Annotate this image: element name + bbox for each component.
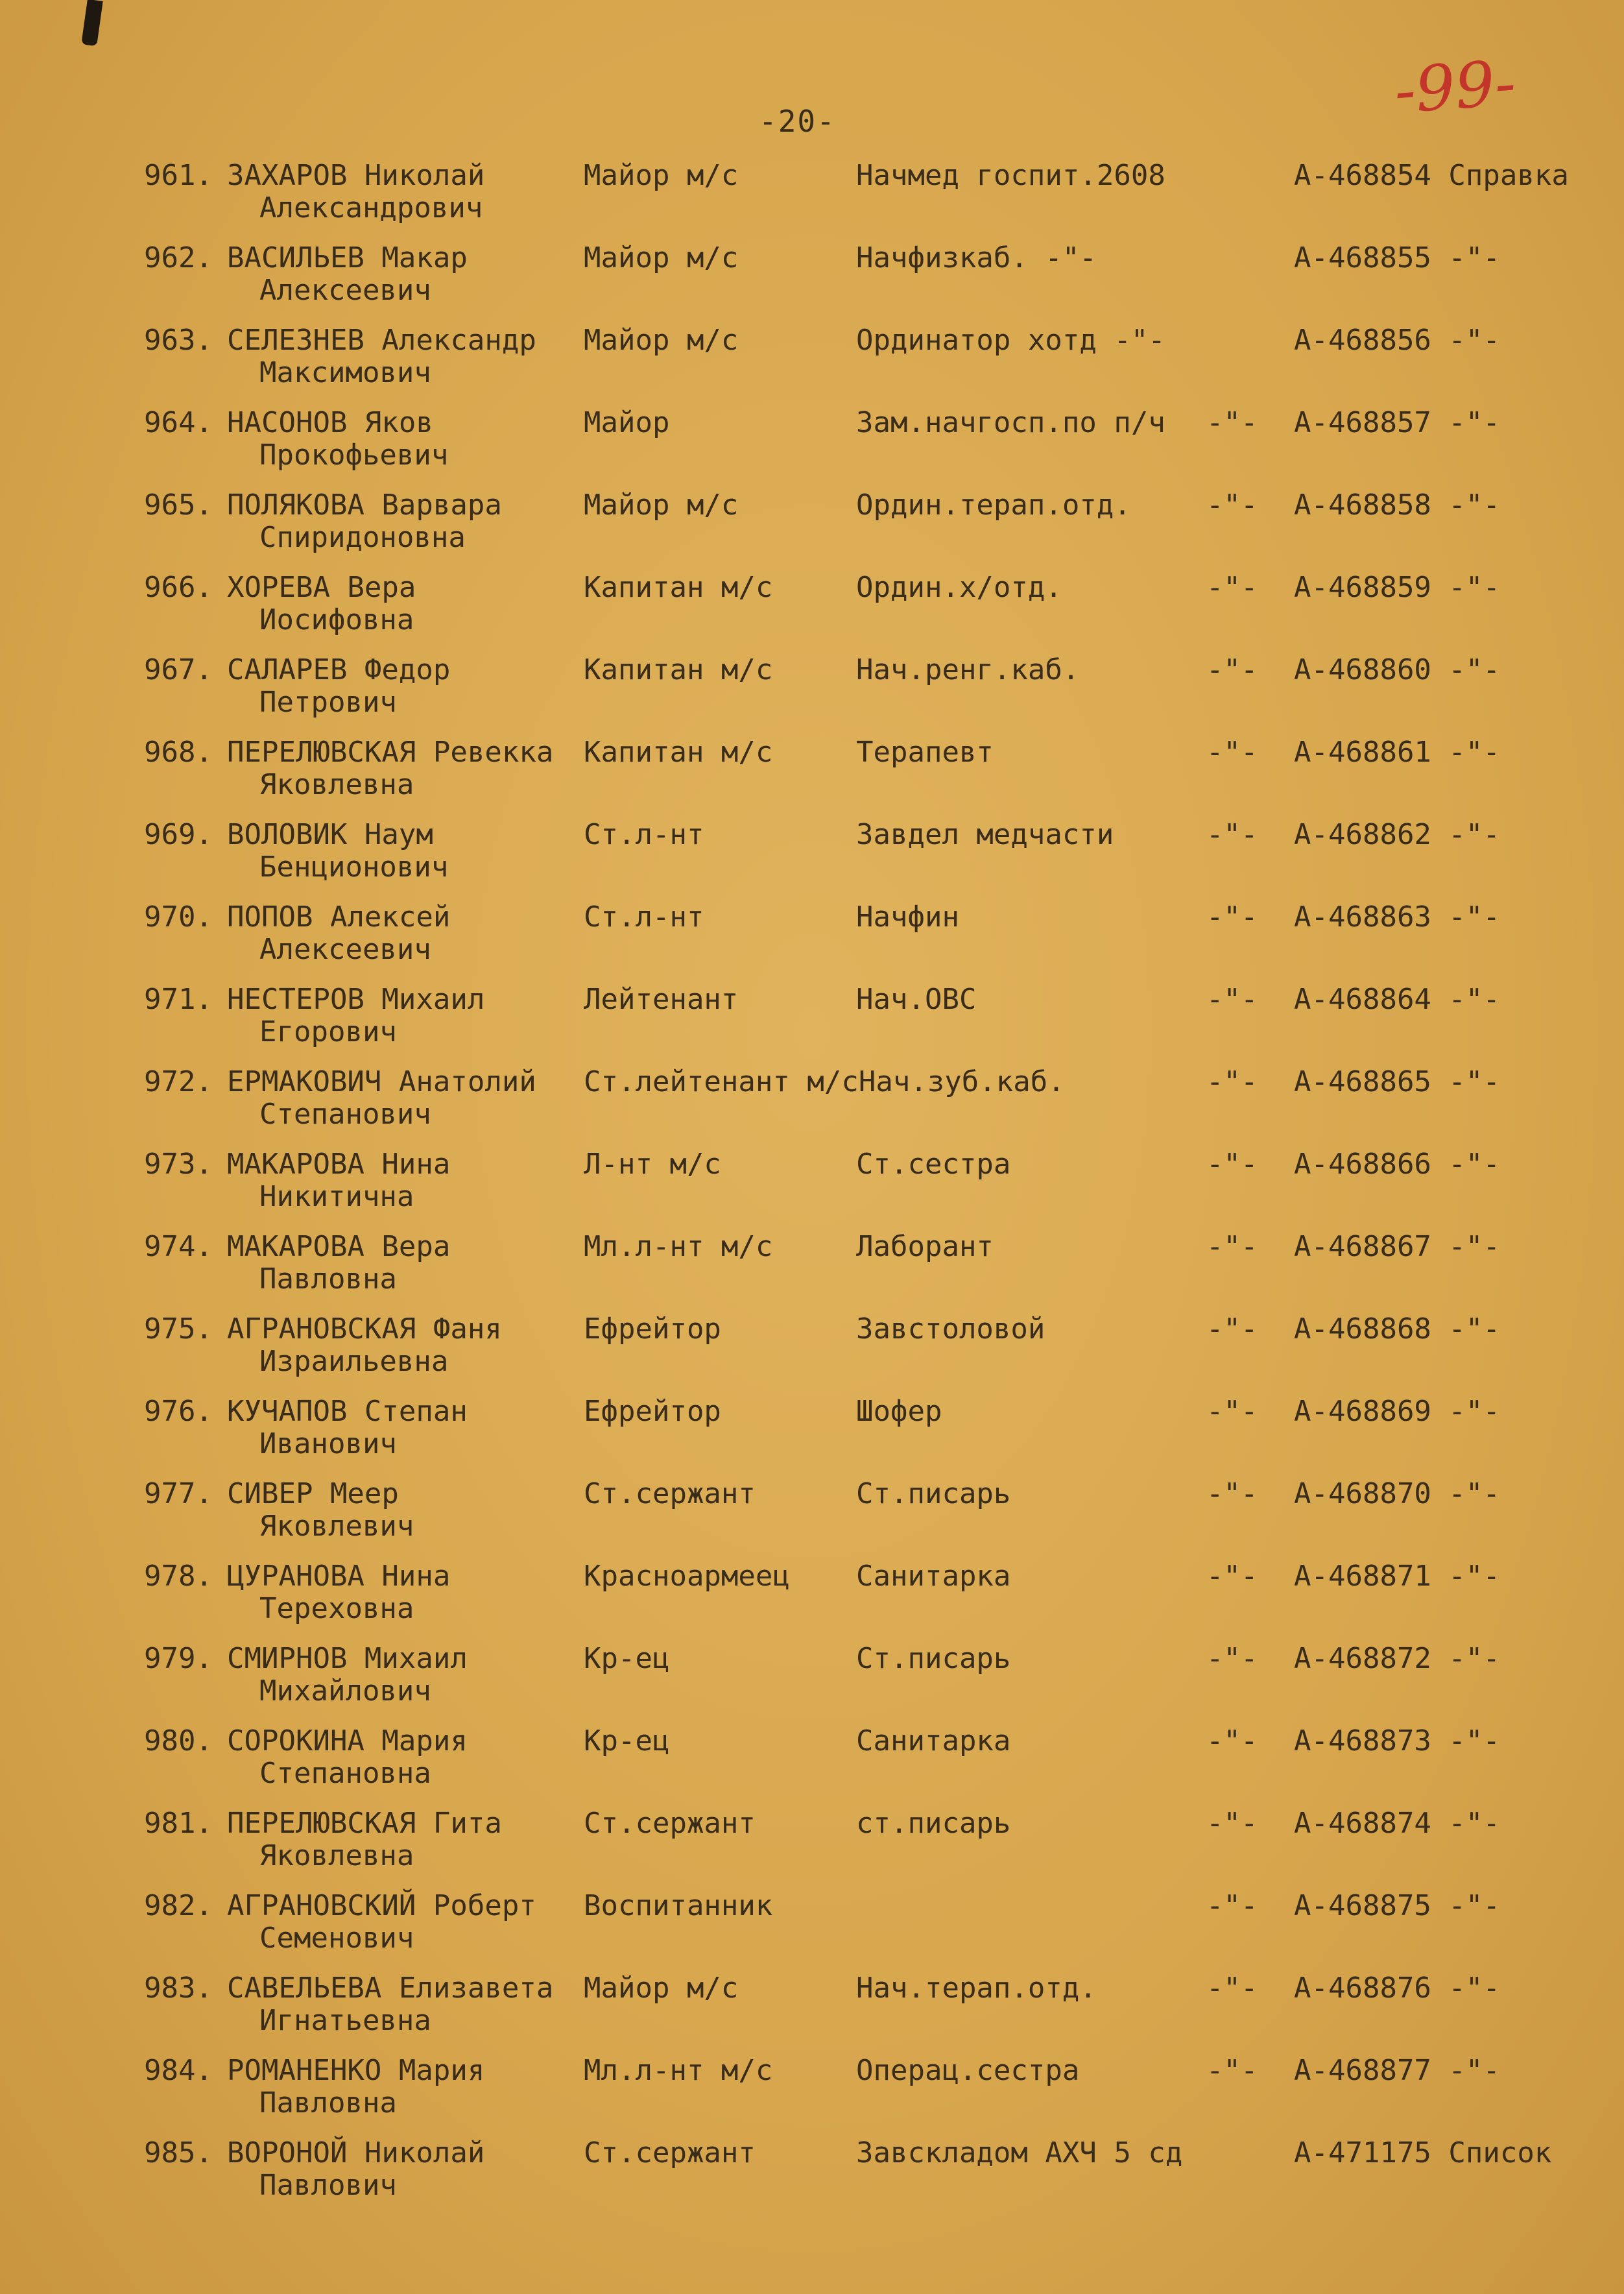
entry-ditto: -"- [1206,1807,1258,1840]
entry-number: 968. [144,736,213,769]
entry-award-number: А-468862 -"- [1294,818,1500,851]
entry-patronymic: Яковлевна [259,768,414,801]
list-entry [0,159,1624,237]
entry-surname-name: МАКАРОВА Вера [227,1230,451,1263]
entry-position: Ординатор хотд -"- [856,324,1165,357]
entry-number: 982. [144,1889,213,1922]
entry-patronymic: Никитична [259,1180,414,1213]
entry-position: Нач.ОВС [856,983,977,1016]
entry-rank: Майор м/с [584,241,739,274]
entry-surname-name: ВОЛОВИК Наум [227,818,433,851]
entry-award-number: А-468864 -"- [1294,983,1500,1016]
entry-position: Завстоловой [856,1312,1045,1346]
entry-number: 971. [144,983,213,1016]
entry-award-number: А-468872 -"- [1294,1642,1500,1675]
list-entry [0,1477,1624,1555]
entry-patronymic: Иосифовна [259,603,414,636]
entry-ditto: -"- [1206,406,1258,439]
entry-ditto: -"- [1206,1477,1258,1510]
entry-surname-name: ВАСИЛЬЕВ Макар [227,241,468,274]
entry-ditto: -"- [1206,1230,1258,1263]
entry-surname-name: СЕЛЕЗНЕВ Александр [227,324,536,357]
entry-award-number: А-468877 -"- [1294,2054,1500,2087]
entry-patronymic: Павловна [259,1262,397,1296]
entry-award-number: А-468870 -"- [1294,1477,1500,1510]
list-entry [0,241,1624,319]
list-entry [0,406,1624,484]
entry-number: 972. [144,1065,213,1098]
entry-rank: Ст.л-нт [584,818,704,851]
entry-award-number: А-468865 -"- [1294,1065,1500,1098]
entry-surname-name: НЕСТЕРОВ Михаил [227,983,485,1016]
entry-award-number: А-471175 Список [1294,2136,1552,2169]
entry-award-number: А-468874 -"- [1294,1807,1500,1840]
entry-patronymic: Прокофьевич [259,439,449,472]
entry-rank: Капитан м/с [584,571,773,604]
entry-patronymic: Алексеевич [259,933,431,966]
entry-surname-name: ЦУРАНОВА Нина [227,1560,451,1593]
entry-position: Ордин.терап.отд. [856,489,1131,522]
entry-patronymic: Павлович [259,2169,397,2202]
entry-ditto: -"- [1206,1972,1258,2005]
entry-ditto: -"- [1206,983,1258,1016]
entry-rank: Ст.лейтенант м/сНач.зуб.каб. [584,1065,1065,1098]
entry-patronymic: Израильевна [259,1345,449,1378]
entry-patronymic: Егорович [259,1015,397,1048]
entry-rank: Майор м/с [584,159,739,192]
entry-position: Нач.терап.отд. [856,1972,1097,2005]
entry-number: 969. [144,818,213,851]
entry-position: Терапевт [856,736,994,769]
entry-patronymic: Бенционович [259,851,449,884]
entry-award-number: А-468861 -"- [1294,736,1500,769]
entry-rank: Кр-ец [584,1642,670,1675]
entry-ditto: -"- [1206,1148,1258,1181]
entry-award-number: А-468857 -"- [1294,406,1500,439]
entry-position: Ст.писарь [856,1477,1011,1510]
entry-ditto: -"- [1206,489,1258,522]
entry-rank: Воспитанник [584,1889,773,1922]
entry-ditto: -"- [1206,1642,1258,1675]
entry-patronymic: Петрович [259,686,397,719]
entry-award-number: А-468875 -"- [1294,1889,1500,1922]
entry-ditto: -"- [1206,900,1258,934]
entry-position: Шофер [856,1395,942,1428]
list-entry [0,1560,1624,1637]
list-entry [0,2136,1624,2214]
entry-surname-name: НАСОНОВ Яков [227,406,433,439]
entry-rank: Красноармеец [584,1560,790,1593]
entry-surname-name: ВОРОНОЙ Николай [227,2136,485,2169]
entry-rank: Мл.л-нт м/с [584,2054,773,2087]
entry-rank: Ефрейтор [584,1395,721,1428]
entry-ditto: -"- [1206,571,1258,604]
entry-position: Санитарка [856,1560,1011,1593]
entry-award-number: А-468871 -"- [1294,1560,1500,1593]
entry-position: Лаборант [856,1230,994,1263]
entry-rank: Кр-ец [584,1724,670,1757]
entry-number: 980. [144,1724,213,1757]
entry-award-number: А-468866 -"- [1294,1148,1500,1181]
entry-surname-name: КУЧАПОВ Степан [227,1395,468,1428]
entry-patronymic: Яковлевич [259,1510,414,1543]
entry-number: 963. [144,324,213,357]
entry-position: Завскладом АХЧ 5 сд [856,2136,1183,2169]
entry-number: 967. [144,653,213,686]
entry-patronymic: Алексеевич [259,274,431,307]
entry-ditto: -"- [1206,1395,1258,1428]
entry-number: 975. [144,1312,213,1346]
entry-position: Ст.сестра [856,1148,1011,1181]
entry-surname-name: ПЕРЕЛЮВСКАЯ Гита [227,1807,502,1840]
entry-award-number: А-468868 -"- [1294,1312,1500,1346]
list-entry [0,489,1624,566]
entry-rank: Ефрейтор [584,1312,721,1346]
entry-position: Начмед госпит.2608 [856,159,1165,192]
entry-rank: Майор м/с [584,1972,739,2005]
entry-number: 965. [144,489,213,522]
entry-award-number: А-468856 -"- [1294,324,1500,357]
entry-number: 961. [144,159,213,192]
entry-number: 973. [144,1148,213,1181]
entry-surname-name: СОРОКИНА Мария [227,1724,468,1757]
list-entry [0,983,1624,1061]
entry-surname-name: СМИРНОВ Михаил [227,1642,468,1675]
entry-patronymic: Тереховна [259,1592,414,1625]
list-entry [0,736,1624,814]
entry-number: 974. [144,1230,213,1263]
entry-surname-name: ПОЛЯКОВА Варвара [227,489,502,522]
entry-patronymic: Павловна [259,2086,397,2119]
entry-position: Нач.ренг.каб. [856,653,1080,686]
entry-ditto: -"- [1206,1724,1258,1757]
entry-ditto: -"- [1206,2054,1258,2087]
list-entry [0,1065,1624,1143]
entry-position: Начфин [856,900,959,934]
list-entry [0,653,1624,731]
entry-surname-name: АГРАНОВСКИЙ Роберт [227,1889,536,1922]
list-entry [0,1312,1624,1390]
entry-surname-name: ХОРЕВА Вера [227,571,416,604]
entry-patronymic: Степановна [259,1757,431,1790]
entry-ditto: -"- [1206,1065,1258,1098]
entry-patronymic: Яковлевна [259,1839,414,1872]
entry-surname-name: ЕРМАКОВИЧ Анатолий [227,1065,536,1098]
entry-surname-name: САЛАРЕВ Федор [227,653,451,686]
entry-ditto: -"- [1206,1560,1258,1593]
entry-ditto: -"- [1206,1889,1258,1922]
entry-award-number: А-468863 -"- [1294,900,1500,934]
entry-number: 962. [144,241,213,274]
entry-position: Начфизкаб. -"- [856,241,1097,274]
entry-surname-name: РОМАНЕНКО Мария [227,2054,485,2087]
entry-rank: Л-нт м/с [584,1148,721,1181]
entry-number: 978. [144,1560,213,1593]
list-entry [0,571,1624,649]
entry-rank: Мл.л-нт м/с [584,1230,773,1263]
list-entry [0,1642,1624,1720]
entry-award-number: А-468876 -"- [1294,1972,1500,2005]
entry-patronymic: Максимович [259,356,431,389]
list-entry [0,1807,1624,1885]
entry-rank: Капитан м/с [584,653,773,686]
entry-position: Ст.писарь [856,1642,1011,1675]
entry-position: Ордин.х/отд. [856,571,1062,604]
entry-patronymic: Спиридоновна [259,521,466,554]
entry-ditto: -"- [1206,818,1258,851]
entry-patronymic: Семенович [259,1922,414,1955]
entry-award-number: А-468869 -"- [1294,1395,1500,1428]
list-entry [0,1395,1624,1473]
entry-number: 966. [144,571,213,604]
entry-ditto: -"- [1206,736,1258,769]
entry-patronymic: Иванович [259,1427,397,1460]
entry-rank: Ст.сержант [584,1477,756,1510]
entry-surname-name: МАКАРОВА Нина [227,1148,451,1181]
entry-surname-name: АГРАНОВСКАЯ Фаня [227,1312,502,1346]
page-number: -20- [759,104,836,139]
list-entry [0,324,1624,402]
entry-ditto: -"- [1206,1312,1258,1346]
entry-position: Зам.начгосп.по п/ч [856,406,1165,439]
entry-rank: Лейтенант [584,983,739,1016]
entry-patronymic: Михайлович [259,1674,431,1708]
entry-surname-name: ПЕРЕЛЮВСКАЯ Ревекка [227,736,554,769]
list-entry [0,818,1624,896]
entry-ditto: -"- [1206,653,1258,686]
entry-patronymic: Игнатьевна [259,2004,431,2037]
entry-rank: Ст.л-нт [584,900,704,934]
entry-patronymic: Степанович [259,1098,431,1131]
entry-position: Санитарка [856,1724,1011,1757]
archive-page-number: -99- [1392,46,1518,128]
entry-rank: Майор м/с [584,489,739,522]
entry-award-number: А-468873 -"- [1294,1724,1500,1757]
entry-surname-name: САВЕЛЬЕВА Елизавета [227,1972,554,2005]
entry-award-number: А-468854 Справка [1294,159,1569,192]
list-entry [0,1148,1624,1225]
entry-number: 976. [144,1395,213,1428]
list-entry [0,1230,1624,1308]
entry-award-number: А-468860 -"- [1294,653,1500,686]
entry-rank: Майор м/с [584,324,739,357]
entry-number: 970. [144,900,213,934]
entry-rank: Майор [584,406,670,439]
list-entry [0,1889,1624,1967]
entry-number: 981. [144,1807,213,1840]
entry-award-number: А-468867 -"- [1294,1230,1500,1263]
entry-surname-name: ПОПОВ Алексей [227,900,451,934]
entry-patronymic: Александрович [259,191,483,224]
entry-position: ст.писарь [856,1807,1011,1840]
entry-position: Завдел медчасти [856,818,1114,851]
entry-number: 964. [144,406,213,439]
entry-award-number: А-468858 -"- [1294,489,1500,522]
entry-surname-name: ЗАХАРОВ Николай [227,159,485,192]
entry-number: 979. [144,1642,213,1675]
entry-number: 984. [144,2054,213,2087]
entry-rank: Ст.сержант [584,1807,756,1840]
list-entry [0,1724,1624,1802]
list-entry [0,900,1624,978]
entry-rank: Капитан м/с [584,736,773,769]
entry-award-number: А-468855 -"- [1294,241,1500,274]
entry-number: 985. [144,2136,213,2169]
list-entry [0,2054,1624,2132]
entry-position: Операц.сестра [856,2054,1080,2087]
entry-number: 983. [144,1972,213,2005]
entry-rank: Ст.сержант [584,2136,756,2169]
entry-number: 977. [144,1477,213,1510]
entry-surname-name: СИВЕР Меер [227,1477,399,1510]
entry-award-number: А-468859 -"- [1294,571,1500,604]
list-entry [0,1972,1624,2049]
